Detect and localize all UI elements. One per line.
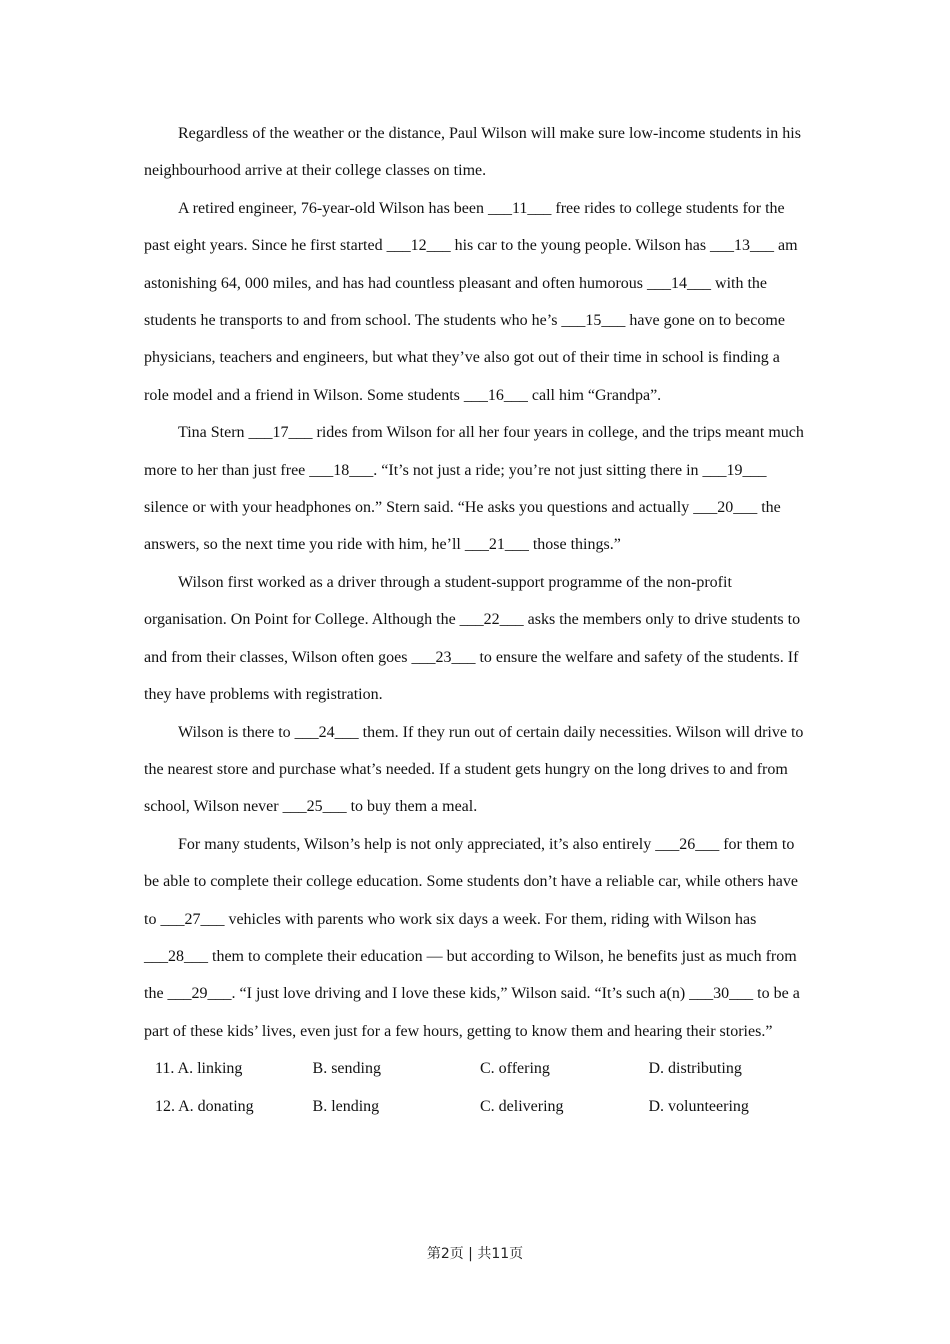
option-a: 11. A. linking (155, 1060, 243, 1078)
paragraph-benefits: For many students, Wilson’s help is not only appreciated, it’s also entirely ___26___ for them to be able to complete their college education. Some students don’t have a reliable car, while others have to ___27___ vehicles with parents who work six days a week. For them, riding with Wilson has ___28___ them to complete their education — but according to Wilson, he benefits just as much from the ___29___. “I just love driving and I love these kids,” Wilson said. “It’s such a(n) ___30___ to be a part of these kids’ lives, even just for a few hours, getting to know them and hearing their stories.” (144, 835, 800, 1040)
question-row (155, 1050, 808, 1087)
paragraph-tina-stern: Tina Stern ___17___ rides from Wilson for all her four years in college, and the trips meant much more to her than just free ___18___. “It’s not just a ride; you’re not just sitting there in ___19___ silence or with your headphones on.” Stern said. “He asks you questions and actually ___20___ the answers, so the next time you ride with him, he’ll ___21___ those things.” (144, 424, 804, 554)
option-d: D. distributing (648, 1060, 742, 1078)
option-b: B. sending (312, 1060, 381, 1078)
option-c: C. offering (480, 1060, 550, 1078)
document-body (144, 115, 808, 1125)
option-b: B. lending (312, 1097, 380, 1115)
paragraph-driver-programme: Wilson first worked as a driver through a student-support programme of the non-profit organisation. On Point for College. Although the ___22___ asks the members only to drive students to and from their classes, Wilson often goes ___23___ to ensure the welfare and safety of the students. If they have problems with registration. (144, 573, 801, 704)
answer-options (144, 1050, 808, 1125)
question-row (155, 1088, 808, 1125)
paragraph-intro: Regardless of the weather or the distance, Paul Wilson will make sure low-income students in his neighbourhood arrive at their college classes on time. (144, 125, 801, 180)
option-d: D. volunteering (648, 1097, 749, 1115)
option-c: C. delivering (480, 1097, 564, 1115)
paragraph-wilson-rides: A retired engineer, 76-year-old Wilson has been ___11___ free rides to college students for the past eight years. Since he first started ___12___ his car to the young people. Wilson has ___13___ am astonishing 64, 000 miles, and has had countless pleasant and often humorous ___14___ with the students he transports to and from school. The students who he’s ___15___ have gone on to become physicians, teachers and engineers, but what they’ve also got out of their time in school is finding a role model and a friend in Wilson. Some students ___16___ call him “Grandpa”. (144, 199, 798, 404)
option-a: 12. A. donating (155, 1097, 254, 1115)
page-number-footer: 第2页 | 共11页 (426, 1246, 524, 1262)
paragraph-necessities: Wilson is there to ___24___ them. If they run out of certain daily necessities. Wilson will drive to the nearest store and purchase what’s needed. If a student gets hungry on the long drives to and from school, Wilson never ___25___ to buy them a meal. (144, 723, 804, 816)
